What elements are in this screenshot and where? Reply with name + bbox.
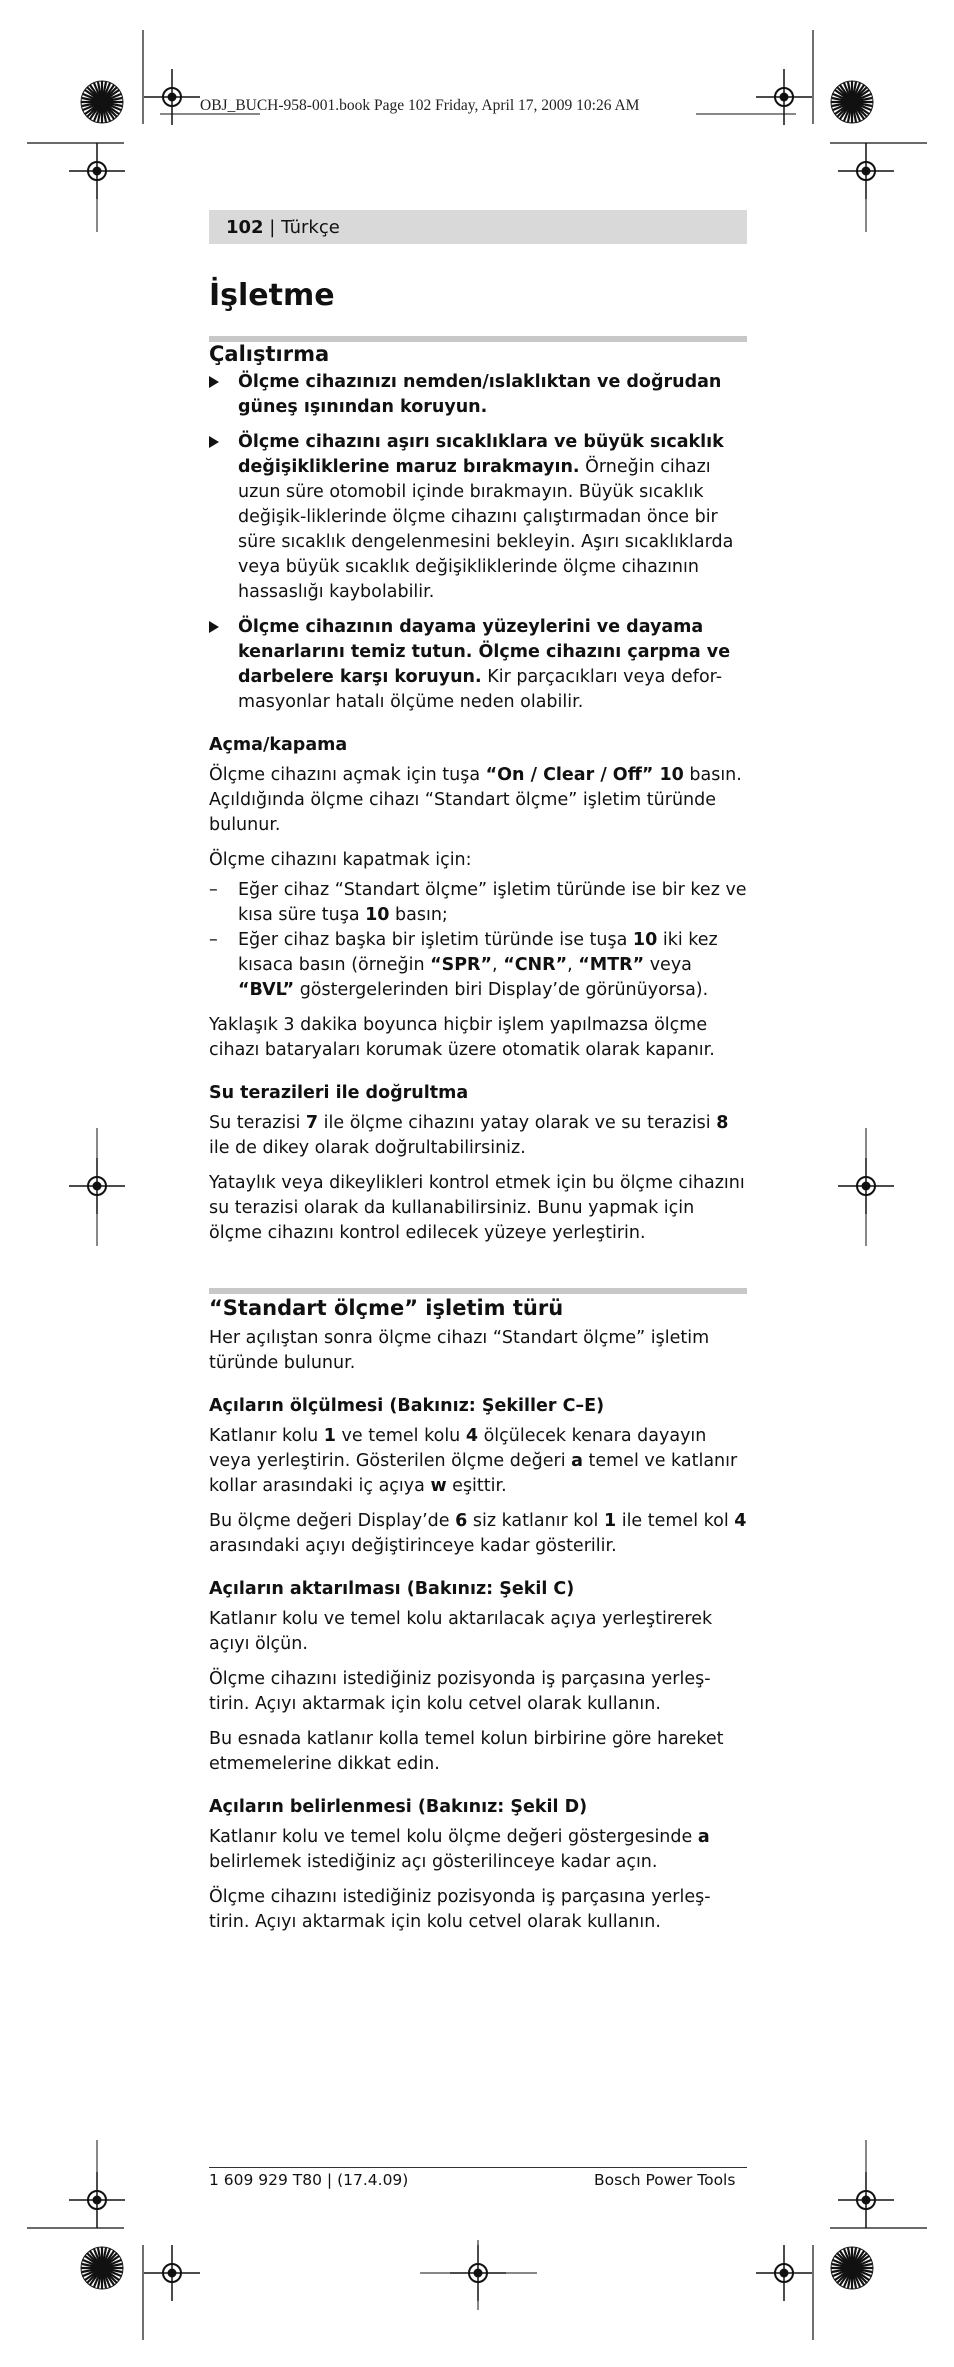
bullet-bold-text: Ölçme cihazının dayama yüzeylerini ve dayama kenarlarını temiz tutun. Ölçme cihazını çarpma ve darbelere karşı koruyun.	[238, 617, 731, 687]
text: basın. Açıldığında ölçme cihazı “Standart ölçme” işletim türünde bulunur.	[209, 765, 742, 835]
footer-doc-number: 1 609 929 T80 | (17.4.09)	[209, 2171, 409, 2189]
startup-section	[209, 342, 747, 1246]
key-letter: a	[697, 1827, 710, 1847]
text: Eğer cihaz başka bir işletim türünde ise tuşa	[238, 930, 633, 950]
triangle-bullet-icon	[209, 376, 219, 388]
text: göstergelerinden biri Display’de görünüyorsa).	[294, 980, 709, 1000]
determine-paragraph-1	[209, 1825, 747, 1875]
page-label	[226, 217, 340, 238]
section-title: İşletme	[209, 278, 335, 313]
onoff-paragraph-1	[209, 763, 747, 838]
onoff-paragraph-2: Ölçme cihazını kapatmak için:	[209, 850, 472, 870]
transfer-paragraph-1: Katlanır kolu ve temel kolu aktarılacak açıya yerleştirerek açıyı ölçün.	[209, 1609, 713, 1654]
triangle-bullet-icon	[209, 436, 219, 448]
bullet-text: Kir parçacıkları veya defor-masyonlar hatalı ölçüme neden olabilir.	[238, 667, 723, 712]
text: Eğer cihaz “Standart ölçme” işletim türünde ise bir kez ve kısa süre tuşa	[238, 880, 747, 925]
transfer-heading: Açıların aktarılması (Bakınız: Şekil C)	[209, 1579, 575, 1599]
section-rule	[209, 1288, 747, 1294]
determine-heading: Açıların belirlenmesi (Bakınız: Şekil D)	[209, 1797, 588, 1817]
key-number: 7	[305, 1113, 319, 1133]
onoff-dash-item-2	[209, 928, 747, 1003]
transfer-paragraph-2: Ölçme cihazını istediğiniz pozisyonda iş parçasına yerleş-tirin. Açıyı aktarmak için kolu cetvel olarak kullanın.	[209, 1669, 711, 1714]
text: ölçülecek kenara dayayın veya yerleştirin. Gösterilen ölçme değeri	[209, 1426, 707, 1471]
bullet-bold-text: Ölçme cihazınızı nemden/ıslaklıktan ve doğrudan güneş ışınından koruyun.	[238, 372, 722, 417]
text: veya	[644, 955, 692, 975]
text: ile temel kol	[616, 1511, 735, 1531]
text: arasındaki açıyı değiştirinceye kadar gösterilir.	[209, 1536, 617, 1556]
dash-bullet: –	[209, 880, 218, 900]
onoff-paragraph-3: Yaklaşık 3 dakika boyunca hiçbir işlem yapılmazsa ölçme cihazı bataryaları korumak üzere otomatik olarak kapanır.	[209, 1015, 715, 1060]
footer-rule	[209, 2167, 747, 2168]
text: Ölçme cihazını açmak için tuşa	[209, 765, 486, 785]
page-header-bar	[209, 210, 747, 244]
startup-bullet-1	[209, 370, 747, 420]
level-paragraph-2: Yataylık veya dikeylikleri kontrol etmek için bu ölçme cihazını su terazisi olarak da kullanabilirsiniz. Bunu yapmak için ölçme cihazını kontrol edilecek yüzeye yerleştirin.	[209, 1173, 745, 1243]
onoff-heading: Açma/kapama	[209, 735, 348, 755]
key-letter: w	[430, 1476, 447, 1496]
onoff-dash-item-1	[209, 878, 747, 928]
key-number: 1	[603, 1511, 617, 1531]
key-number: 6	[455, 1511, 468, 1531]
display-code: “SPR”	[430, 955, 493, 975]
display-code: “CNR”	[503, 955, 568, 975]
print-header: OBJ_BUCH-958-001.book Page 102 Friday, April 17, 2009 10:26 AM	[200, 97, 640, 114]
text: siz katlanır kol	[467, 1511, 604, 1531]
measure-heading: Açıların ölçülmesi (Bakınız: Şekiller C–E)	[209, 1396, 605, 1416]
bullet-text: Örneğin cihazı uzun süre otomobil içinde bırakmayın. Büyük sıcaklık değişik-liklerinde ölçme cihazını çalıştırmadan önce bir süre sıcaklık dengelenmesini bekleyin. Aşırı sıcaklıklarda veya büyük sıcaklık değişikliklerinde ölçme cihazının hassaslığı kaybolabilir.	[238, 457, 734, 602]
key-number: 4	[734, 1511, 747, 1531]
level-paragraph-1	[209, 1111, 747, 1161]
startup-heading: Çalıştırma	[209, 342, 330, 366]
text: Su terazisi	[209, 1113, 306, 1133]
text: iki kez kısaca basın (örneğin	[238, 930, 718, 975]
text: Katlanır kolu	[209, 1426, 324, 1446]
text: ile ölçme cihazını yatay olarak ve su terazisi	[318, 1113, 717, 1133]
text: ,	[492, 955, 504, 975]
key-number: 8	[716, 1113, 729, 1133]
key-number: 10	[632, 930, 658, 950]
text: Katlanır kolu ve temel kolu ölçme değeri göstergesinde	[209, 1827, 698, 1847]
display-code: “BVL”	[238, 980, 295, 1000]
page-number: 102	[226, 217, 264, 238]
dash-bullet: –	[209, 930, 218, 950]
text: temel ve katlanır kollar arasındaki iç açıya	[209, 1451, 738, 1496]
key-letter: a	[571, 1451, 583, 1471]
display-code: “MTR”	[578, 955, 645, 975]
page-separator: |	[263, 217, 282, 238]
key-number: 4	[465, 1426, 479, 1446]
triangle-bullet-icon	[209, 621, 219, 633]
text: Bu ölçme değeri Display’de	[209, 1511, 456, 1531]
text: belirlemek istediğiniz açı gösterilinceye kadar açın.	[209, 1852, 658, 1872]
text: ,	[567, 955, 579, 975]
text: ve temel kolu	[335, 1426, 466, 1446]
key-label: “On / Clear / Off” 10	[485, 765, 684, 785]
measure-paragraph-2	[209, 1509, 747, 1559]
startup-bullet-2	[209, 430, 747, 605]
footer-brand: Bosch Power Tools	[594, 2171, 736, 2189]
text: ile de dikey olarak doğrultabilirsiniz.	[209, 1138, 526, 1158]
key-number: 1	[323, 1426, 336, 1446]
determine-paragraph-2: Ölçme cihazını istediğiniz pozisyonda iş parçasına yerleş-tirin. Açıyı aktarmak için kolu cetvel olarak kullanın.	[209, 1887, 711, 1932]
measure-paragraph-1	[209, 1424, 747, 1499]
text: eşittir.	[446, 1476, 507, 1496]
standard-heading: “Standart ölçme” işletim türü	[209, 1296, 564, 1320]
bullet-bold-text: Ölçme cihazını aşırı sıcaklıklara ve büyük sıcaklık değişikliklerine maruz bırakmayın.	[238, 432, 724, 477]
standard-section	[209, 1296, 747, 1935]
page-language: Türkçe	[281, 217, 340, 238]
startup-bullet-3	[209, 615, 747, 715]
text: basın;	[389, 905, 448, 925]
transfer-paragraph-3: Bu esnada katlanır kolla temel kolun birbirine göre hareket etmemelerine dikkat edin.	[209, 1729, 724, 1774]
key-number: 10	[365, 905, 390, 925]
level-heading: Su terazileri ile doğrultma	[209, 1083, 469, 1103]
standard-intro: Her açılıştan sonra ölçme cihazı “Standart ölçme” işletim türünde bulunur.	[209, 1328, 710, 1373]
